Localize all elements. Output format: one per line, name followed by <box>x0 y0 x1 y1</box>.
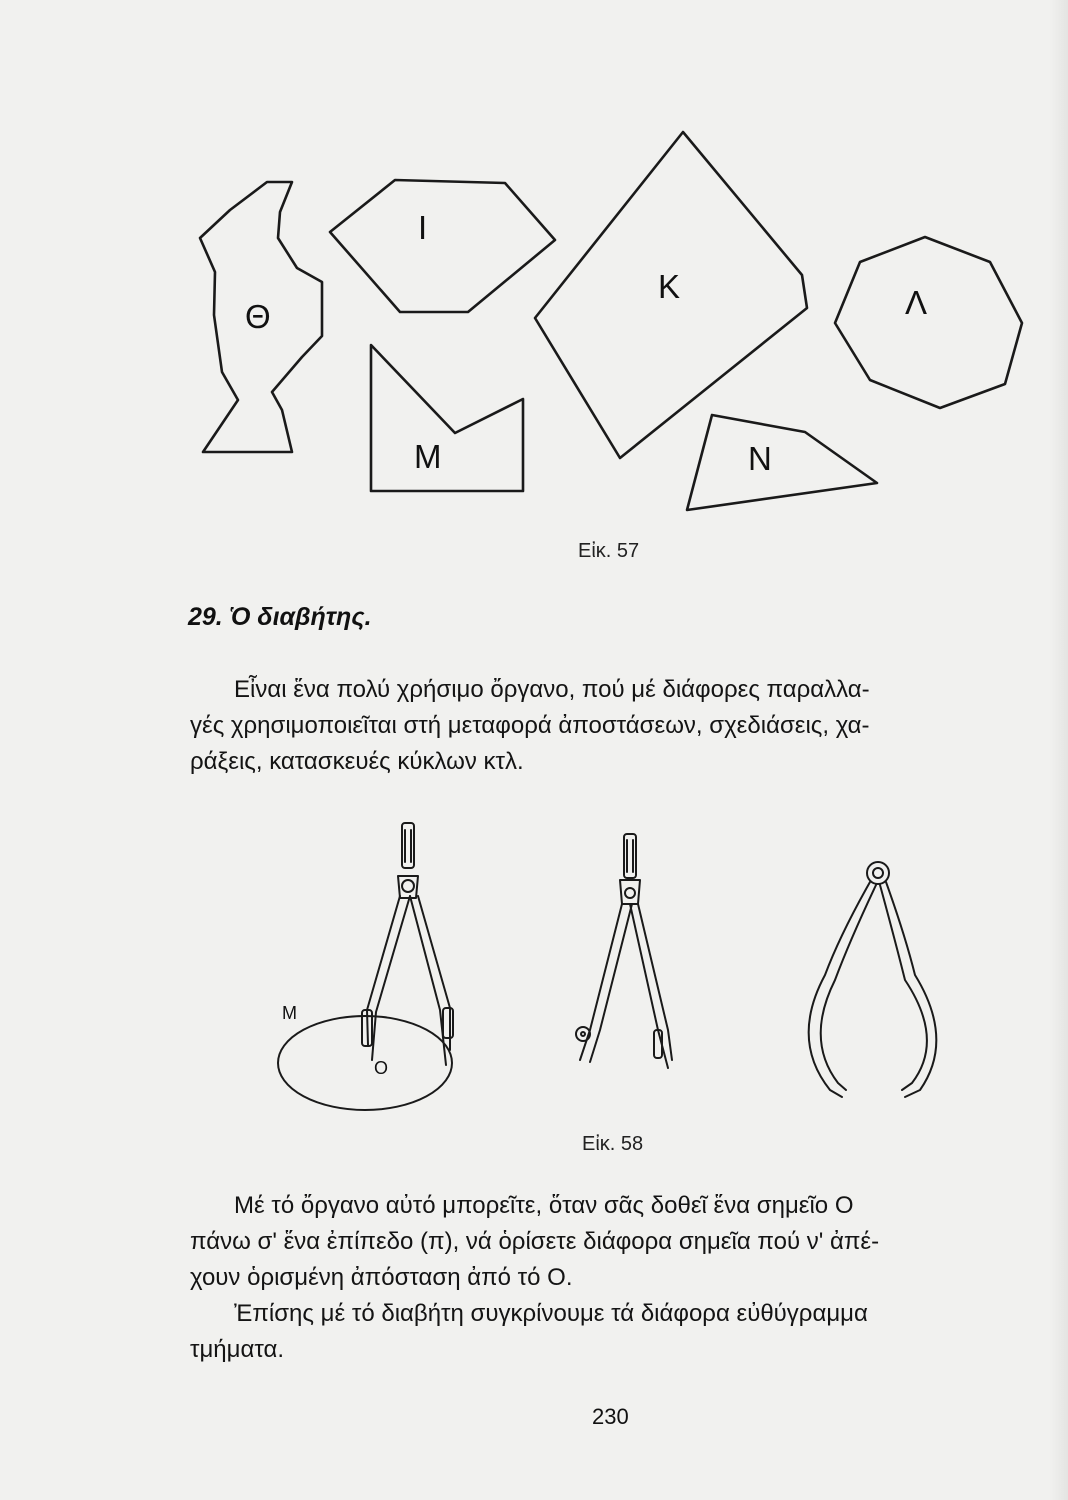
label-kappa: Κ <box>658 268 681 305</box>
label-iota: Ι <box>418 209 428 246</box>
intro-line-3: ράξεις, κατασκευές κύκλων κτλ. <box>190 748 524 775</box>
label-point-o: Ο <box>374 1058 389 1078</box>
label-point-m: Μ <box>282 1003 297 1023</box>
compass-drawing-circle <box>278 823 453 1110</box>
para2-line-1: Ἐπίσης μέ τό διαβήτη συγκρίνουμε τά διάφορα εὐθύγραμμα <box>234 1300 868 1327</box>
para1-line-3: χουν ὁρισμένη ἀπόσταση ἀπό τό Ο. <box>190 1264 573 1291</box>
label-nu: Ν <box>748 440 772 477</box>
section-heading: 29. Ὁ διαβήτης. <box>188 603 372 631</box>
figure-57-caption: Εἰκ. 57 <box>578 540 640 562</box>
intro-line-1: Εἶναι ἕνα πολύ χρήσιμο ὄργανο, πού μέ διάφορες παραλλα- <box>234 676 870 703</box>
para1-line-1: Μέ τό ὄργανο αὐτό μπορεῖτε, ὅταν σᾶς δοθεῖ ἕνα σημεῖο Ο <box>234 1192 854 1219</box>
page-number: 230 <box>592 1404 629 1429</box>
label-theta: Θ <box>245 298 271 335</box>
figure-58-caption: Εἰκ. 58 <box>582 1133 644 1155</box>
label-lambda: Λ <box>905 284 928 321</box>
body-paragraph-1 <box>190 1188 1040 1296</box>
body-paragraph-2 <box>190 1296 1040 1368</box>
calliper <box>809 862 937 1097</box>
para2-line-2: τμήματα. <box>190 1336 285 1363</box>
compass-standing <box>576 834 672 1068</box>
para1-line-2: πάνω σ' ἕνα ἐπίπεδο (π), νά ὁρίσετε διάφορα σημεῖα πού ν' ἀπέ- <box>190 1228 880 1255</box>
label-mu: Μ <box>414 438 442 475</box>
intro-line-2: γές χρησιμοποιεῖται στή μεταφορά ἀποστάσεων, σχεδιάσεις, χα- <box>190 712 870 739</box>
